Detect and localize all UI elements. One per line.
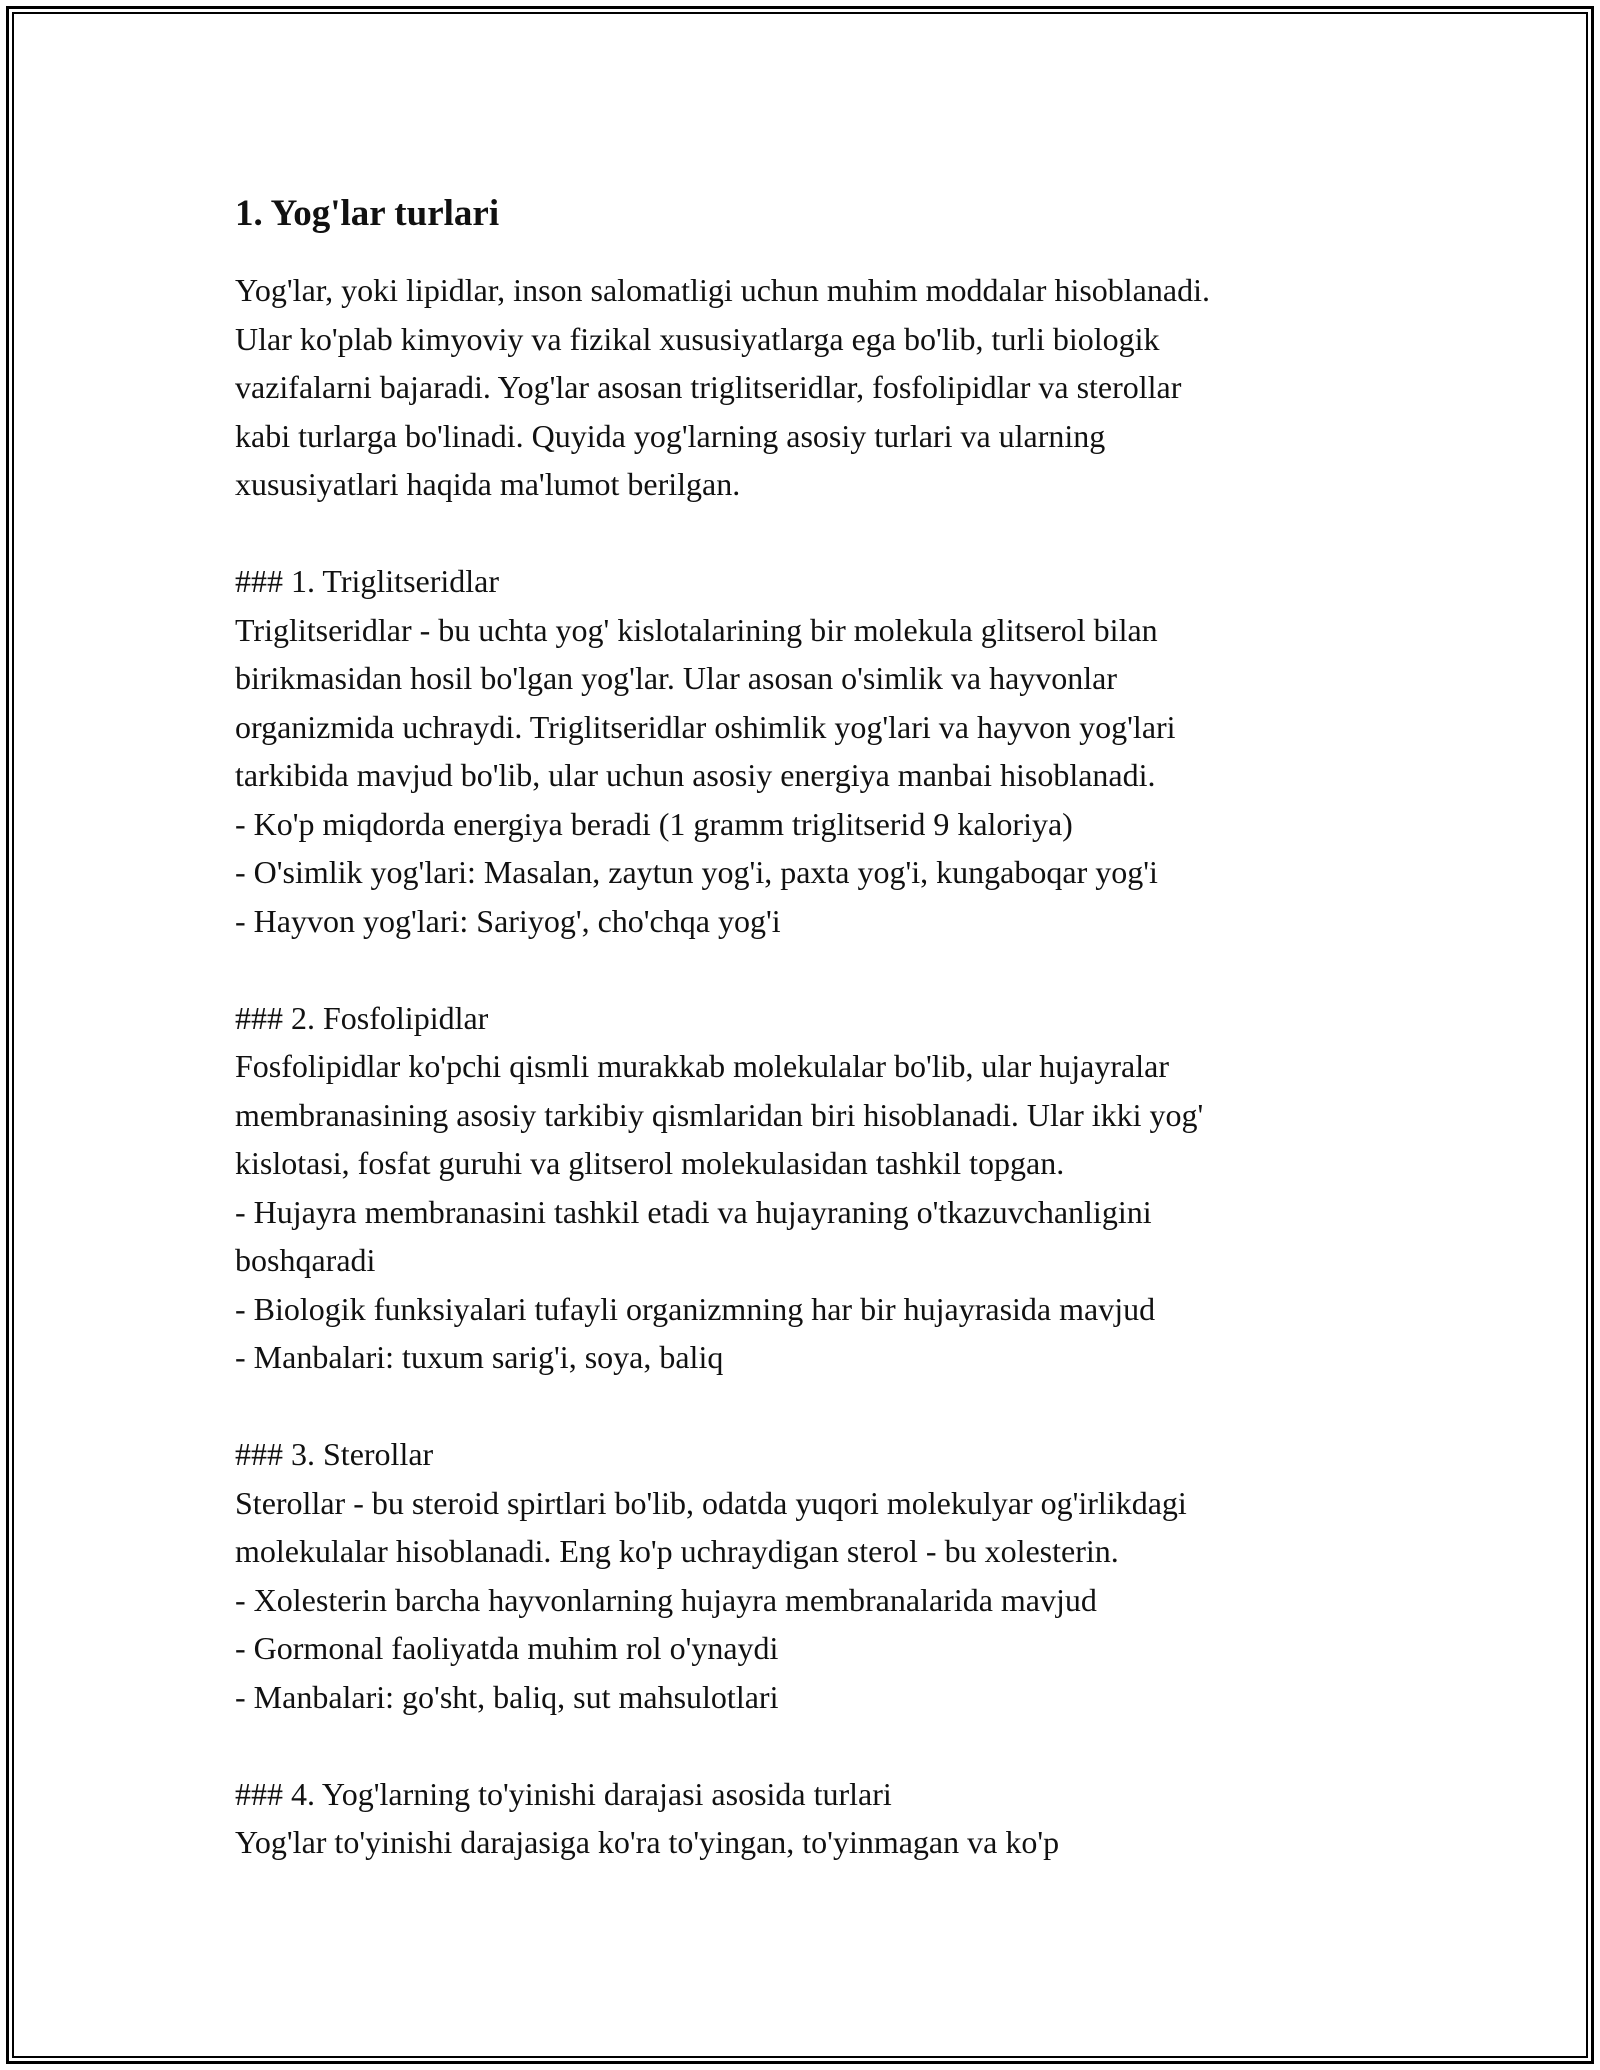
intro-line: xususiyatlari haqida ma'lumot berilgan.: [235, 466, 741, 502]
bullet-item: - Ko'p miqdorda energiya beradi (1 gramm triglitserid 9 kaloriya): [235, 805, 1073, 842]
section-line: Yog'lar to'yinishi darajasiga ko'ra to'yingan, to'yinmagan va ko'p: [235, 1824, 1060, 1860]
intro-line: Ular ko'plab kimyoviy va fizikal xususiyatlarga ega bo'lib, turli biologik: [235, 320, 1160, 357]
section-line: Fosfolipidlar ko'pchi qismli murakkab molekulalar bo'lib, ular hujayralar: [235, 1048, 1169, 1084]
bullet-item: - Biologik funksiyalari tufayli organizmning har bir hujayrasida mavjud: [235, 1290, 1156, 1327]
intro-line: kabi turlarga bo'linadi. Quyida yog'larning asosiy turlari va ularning: [235, 417, 1106, 454]
section-line: molekulalar hisoblanadi. Eng ko'p uchraydigan sterol - bu xolesterin.: [235, 1533, 1119, 1569]
document-title: 1. Yog'lar turlari: [235, 193, 500, 234]
paragraph-spacer: [235, 509, 1435, 558]
section-line: Triglitseridlar - bu uchta yog' kislotalarining bir molekula glitserol bilan: [235, 611, 1158, 648]
section-heading: ### 1. Triglitseridlar: [235, 563, 500, 599]
section-line: kislotasi, fosfat guruhi va glitserol molekulasidan tashkil topgan.: [235, 1145, 1065, 1181]
intro-line: Yog'lar, yoki lipidlar, inson salomatligi uchun muhim moddalar hisoblanadi.: [235, 272, 1210, 308]
bullet-item: - Manbalari: tuxum sarig'i, soya, baliq: [235, 1339, 724, 1375]
document-body: [235, 186, 1435, 1867]
bullet-item: - Hujayra membranasini tashkil etadi va hujayraning o'tkazuvchanligini: [235, 1193, 1152, 1230]
section-heading: ### 3. Sterollar: [235, 1436, 434, 1472]
section-line: birikmasidan hosil bo'lgan yog'lar. Ular asosan o'simlik va hayvonlar: [235, 660, 1118, 696]
intro-line: vazifalarni bajaradi. Yog'lar asosan triglitseridlar, fosfolipidlar va sterollar: [235, 369, 1182, 405]
section-heading: ### 4. Yog'larning to'yinishi darajasi asosida turlari: [235, 1775, 892, 1812]
section-line: tarkibida mavjud bo'lib, ular uchun asosiy energiya manbai hisoblanadi.: [235, 757, 1156, 793]
paragraph-spacer: [235, 1382, 1435, 1431]
section-heading: ### 2. Fosfolipidlar: [235, 999, 489, 1036]
bullet-item-continuation: boshqaradi: [235, 1242, 376, 1278]
section-line: membranasining asosiy tarkibiy qismlaridan biri hisoblanadi. Ular ikki yog': [235, 1096, 1204, 1133]
bullet-item: - Xolesterin barcha hayvonlarning hujayra membranalarida mavjud: [235, 1581, 1097, 1618]
section-line: Sterollar - bu steroid spirtlari bo'lib, odatda yuqori molekulyar og'irlikdagi: [235, 1484, 1187, 1521]
bullet-item: - Manbalari: go'sht, baliq, sut mahsulotlari: [235, 1678, 779, 1715]
paragraph-spacer: [235, 945, 1435, 994]
section-line: organizmida uchraydi. Triglitseridlar oshimlik yog'lari va hayvon yog'lari: [235, 708, 1176, 745]
bullet-item: - O'simlik yog'lari: Masalan, zaytun yog'i, paxta yog'i, kungaboqar yog'i: [235, 854, 1158, 890]
bullet-item: - Hayvon yog'lari: Sariyog', cho'chqa yog'i: [235, 902, 781, 939]
paragraph-spacer: [235, 1721, 1435, 1770]
intro-paragraph: [235, 266, 1435, 1867]
bullet-item: - Gormonal faoliyatda muhim rol o'ynaydi: [235, 1630, 779, 1666]
